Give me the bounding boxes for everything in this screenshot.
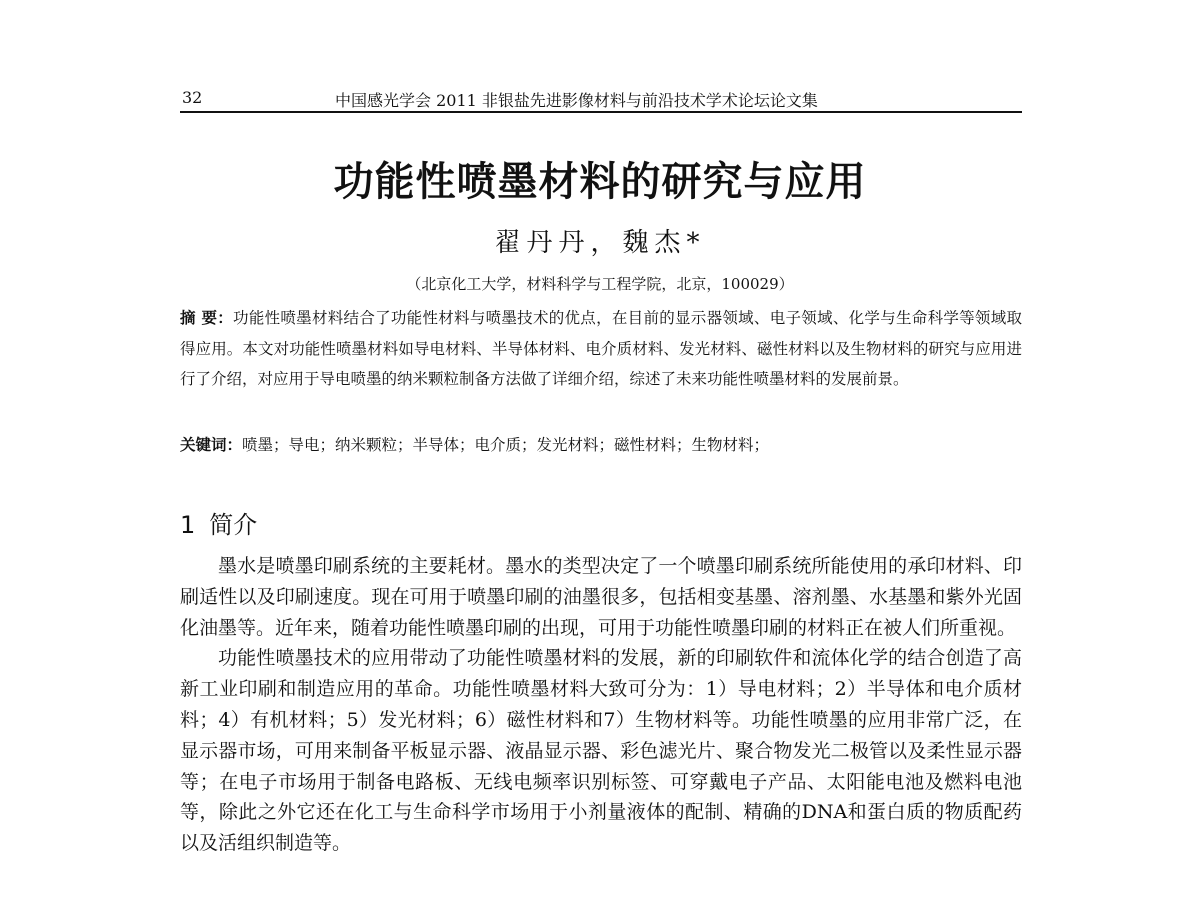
body-paragraph: 墨水是喷墨印刷系统的主要耗材。墨水的类型决定了一个喷墨印刷系统所能使用的承印材料、印刷适性以及印刷速度。现在可用于喷墨印刷的油墨很多，包括相变基墨、溶剂墨、水基墨和紫外光固化油墨等。近年来，随着功能性喷墨印刷的出现，可用于功能性喷墨印刷的材料正在被人们所重视。 [180,555,1022,639]
section-body [180,551,1022,859]
abstract-label: 摘 要： [180,309,234,327]
section-title: 简介 [209,511,258,539]
journal-title: 中国感光学会 2011 非银盐先进影像材料与前沿技术学术论坛论文集 [335,91,818,110]
header-divider [180,111,1022,113]
section-heading [180,505,257,540]
running-header [180,84,1022,112]
keywords-text: 喷墨；导电；纳米颗粒；半导体；电介质；发光材料；磁性材料；生物材料； [242,436,770,454]
page-number: 32 [182,88,203,107]
author-affiliation: （北京化工大学，材料科学与工程学院，北京，100029） [406,275,794,293]
keywords-label: 关键词： [180,436,243,454]
body-paragraph: 功能性喷墨技术的应用带动了功能性喷墨材料的发展，新的印刷软件和流体化学的结合创造了高新工业印刷和制造应用的革命。功能性喷墨材料大致可分为：1）导电材料；2）半导体和电介质材料；4）有机材料；5）发光材料；6）磁性材料和7）生物材料等。功能性喷墨的应用非常广泛，在显示器市场，可用来制备平板显示器、液晶显示器、彩色滤光片、聚合物发光二极管以及柔性显示器等；在电子市场用于制备电路板、无线电频率识别标签、可穿戴电子产品、太阳能电池及燃料电池等，除此之外它还在化工与生命科学市场用于小剂量液体的配制、精确的DNA和蛋白质的物质配药以及活组织制造等。 [180,647,1022,855]
abstract-text: 功能性喷墨材料结合了功能性材料与喷墨技术的优点，在目前的显示器领域、电子领域、化学与生命科学等领域取得应用。本文对功能性喷墨材料如导电材料、半导体材料、电介质材料、发光材料、磁性材料以及生物材料的研究与应用进行了介绍，对应用于导电喷墨的纳米颗粒制备方法做了详细介绍，综述了未来功能性喷墨材料的发展前景。 [180,309,1022,388]
article-title: 功能性喷墨材料的研究与应用 [333,159,867,205]
section-number: 1 [180,511,196,539]
article-authors: 翟丹丹，魏杰* [494,228,706,258]
keywords [180,431,1022,459]
abstract [180,303,1022,395]
